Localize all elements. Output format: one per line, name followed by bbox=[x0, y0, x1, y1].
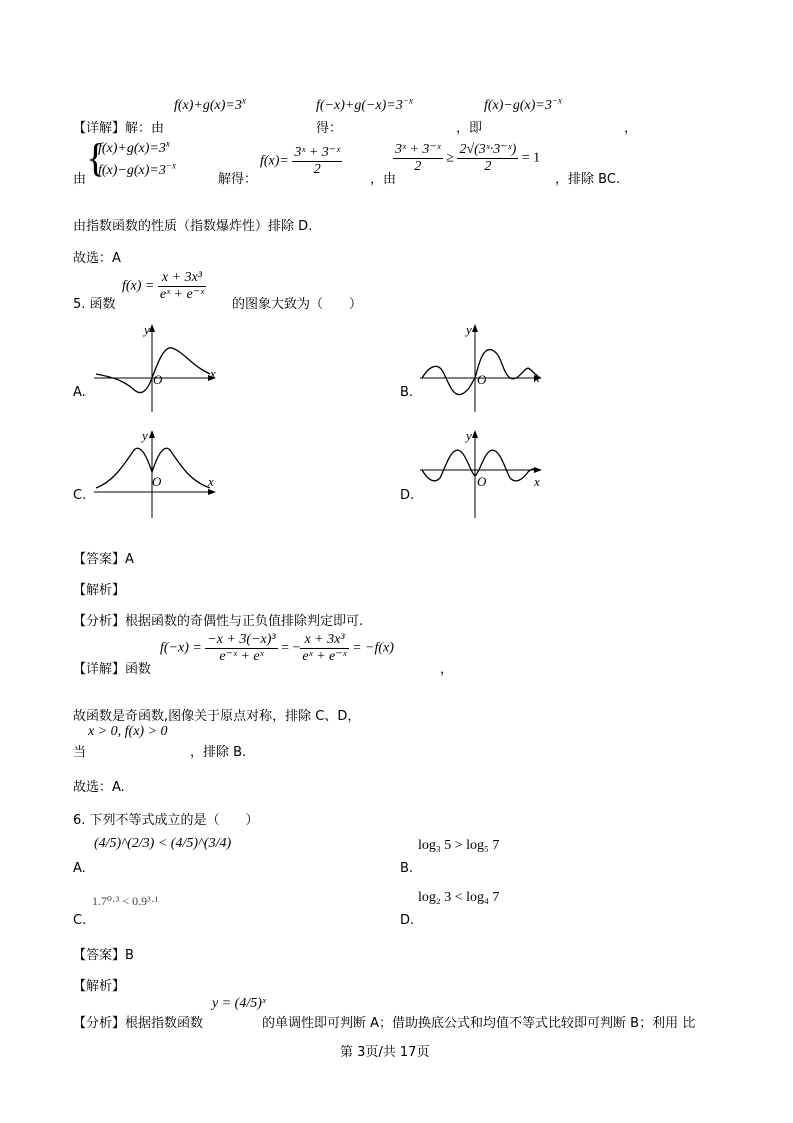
system-eq-1: $f(x)+g(x)=3^x$ bbox=[98, 138, 170, 156]
word-you2: ，由 bbox=[370, 172, 397, 187]
q5-suffix: 的图象大致为（ ） bbox=[232, 297, 363, 312]
equation-a: $f(x)+g(x)=3^x$ bbox=[174, 95, 246, 113]
graph-d bbox=[418, 428, 548, 520]
axis-x-label: x bbox=[210, 366, 216, 381]
origin-label: O bbox=[153, 372, 163, 387]
q6-c-label: C. bbox=[73, 913, 87, 928]
word-jiede: 解得： bbox=[218, 172, 258, 187]
xiangjie-5-prefix: 【详解】函数 bbox=[73, 662, 152, 677]
odd-function-derivation: f(−x) = $\frac{\text{−x + 3(−x)³}}{\text{e⁻ˣ + eˣ}}$ = − $\frac{\text{x + 3x³}}{\text{eˣ + e⁻ˣ}}$ = −f(x) bbox=[160, 632, 394, 664]
option-c-label: C. bbox=[73, 488, 87, 503]
svg-text:y: y bbox=[466, 428, 472, 443]
option-a-label: A. bbox=[73, 385, 86, 400]
fenxi-6-prefix: 【分析】根据指数函数 bbox=[73, 1016, 204, 1031]
graph-a bbox=[92, 322, 222, 414]
option-b-label: B. bbox=[400, 385, 414, 400]
axis-y-label: y bbox=[144, 322, 150, 337]
exclude-b: ，排除 B. bbox=[190, 745, 247, 760]
analysis-5: 【解析】 bbox=[73, 583, 126, 598]
answer-6: 【答案】B bbox=[73, 948, 134, 963]
detail-prefix: 【详解】解：由 bbox=[73, 121, 165, 136]
condition-x-positive: x > 0, f(x) > 0 bbox=[88, 724, 168, 739]
fenxi-5: 【分析】根据函数的奇偶性与正负值排除判定即可. bbox=[73, 614, 364, 629]
graph-c bbox=[92, 428, 222, 520]
svg-text:O: O bbox=[152, 474, 162, 489]
fx-solution: f(x)= $\frac{\text{3ˣ + 3⁻ˣ}}{2}$ bbox=[260, 145, 341, 177]
word-ji: ，即 bbox=[456, 121, 483, 136]
comma-5: ， bbox=[440, 662, 454, 677]
svg-text:y: y bbox=[466, 322, 472, 337]
svg-text:x: x bbox=[208, 474, 214, 489]
system-brace: { bbox=[86, 135, 106, 180]
choose-a-2: 故选：A. bbox=[73, 780, 125, 795]
odd-conclusion: 故函数是奇函数,图像关于原点对称，排除 C、D， bbox=[73, 709, 361, 724]
q6-b-expression: log₃ 5 > log₅ 7 bbox=[418, 838, 500, 853]
q6-c-expression: 1.7⁰·³ < 0.9³·¹ bbox=[92, 894, 159, 908]
q6-d-expression: log₂ 3 < log₄ 7 bbox=[418, 890, 500, 905]
comma: ， bbox=[624, 121, 638, 136]
exclude-bc: ，排除 BC. bbox=[555, 172, 621, 187]
svg-text:y: y bbox=[142, 428, 148, 443]
q6-a-expression: (4/5)^(2/3) < (4/5)^(3/4) bbox=[94, 836, 232, 851]
word-de: 得： bbox=[316, 121, 343, 136]
svg-text:O: O bbox=[477, 474, 487, 489]
graph-b bbox=[418, 322, 548, 414]
fenxi-6-suffix: 的单调性即可判断 A；借助换底公式和均值不等式比较即可判断 B；利用 比 bbox=[262, 1016, 696, 1031]
q5-prefix: 5. 函数 bbox=[73, 297, 116, 312]
q6-a-label: A. bbox=[73, 861, 86, 876]
svg-text:O: O bbox=[477, 372, 487, 387]
q6-stem: 6. 下列不等式成立的是（ ） bbox=[73, 813, 259, 828]
equation-c: $f(x)-g(x)=3^{-x}$ bbox=[484, 95, 562, 113]
q5-function: f(x) = $\frac{\text{x + 3x³}}{\text{eˣ + e⁻ˣ}}$ bbox=[122, 270, 205, 302]
word-you: 由 bbox=[73, 172, 87, 187]
svg-text:x: x bbox=[534, 474, 540, 489]
analysis-6: 【解析】 bbox=[73, 979, 126, 994]
equation-b: $f(-x)+g(-x)=3^{-x}$ bbox=[316, 95, 413, 113]
q6-d-label: D. bbox=[400, 913, 415, 928]
page-footer: 第 3页/共 17页 bbox=[340, 1045, 430, 1060]
answer-5: 【答案】A bbox=[73, 552, 134, 567]
inequality: $\frac{\text{3ˣ + 3⁻ˣ}}{2}$ ≥ $\frac{\text{2√(3ˣ·3⁻ˣ)}}{2}$ = 1 bbox=[395, 142, 541, 174]
option-d-label: D. bbox=[400, 488, 415, 503]
fenxi-6-function: y = (4/5)ˣ bbox=[212, 996, 266, 1011]
choose-a: 故选：A bbox=[73, 251, 121, 266]
system-eq-2: $f(x)-g(x)=3^{-x}$ bbox=[98, 160, 176, 178]
when-prefix: 当 bbox=[73, 745, 87, 760]
svg-text:x: x bbox=[534, 370, 540, 385]
paragraph-d: 由指数函数的性质（指数爆炸性）排除 D. bbox=[73, 219, 313, 234]
q6-b-label: B. bbox=[400, 861, 414, 876]
